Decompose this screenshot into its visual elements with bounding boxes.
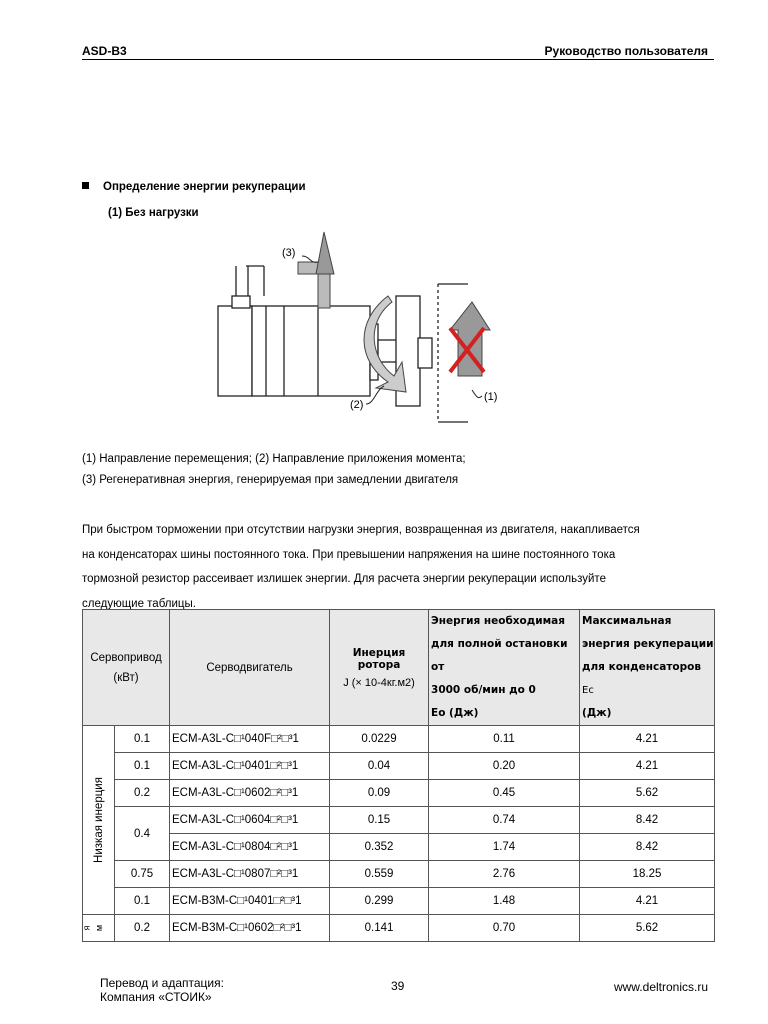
cell-motor: ECM-A3L-C□¹0401□²□³1 xyxy=(170,753,330,780)
cell-inertia: 0.09 xyxy=(330,780,429,807)
cell-ec: 5.62 xyxy=(580,915,715,942)
header-energy-eo xyxy=(429,610,580,726)
table-row xyxy=(83,834,715,861)
cell-kw: 0.4 xyxy=(115,807,170,861)
group-low-inertia-label: Низкая инерция xyxy=(92,777,105,863)
header-inertia-line: Инерция ротора xyxy=(352,646,406,671)
figure-label-3: (3) xyxy=(282,247,296,259)
header-doc-title: ASD-B3 xyxy=(82,44,127,58)
table-row xyxy=(83,915,715,942)
cell-motor: ECM-A3L-C□¹0602□²□³1 xyxy=(170,780,330,807)
group-next-char: я xyxy=(81,925,92,931)
header-max-line: Максимальная xyxy=(582,615,672,627)
cell-motor: ECM-A3L-C□¹0807□²□³1 xyxy=(170,861,330,888)
cell-kw: 0.1 xyxy=(115,726,170,753)
crossed-motion-arrow xyxy=(450,302,490,376)
cell-inertia: 0.04 xyxy=(330,753,429,780)
cell-eo: 2.76 xyxy=(429,861,580,888)
section-title xyxy=(82,181,306,193)
header-max-ec xyxy=(580,610,715,726)
cell-kw: 0.2 xyxy=(115,780,170,807)
header-max-ec-symbol: Ec xyxy=(582,685,594,696)
figure-label-1: (1) xyxy=(484,391,498,403)
cell-kw: 0.2 xyxy=(115,915,170,942)
footer-website: www.deltronics.ru xyxy=(613,980,708,994)
cell-inertia: 0.352 xyxy=(330,834,429,861)
cell-ec: 4.21 xyxy=(580,753,715,780)
footer-translator xyxy=(100,976,224,1004)
cell-ec: 8.42 xyxy=(580,807,715,834)
cell-ec: 4.21 xyxy=(580,726,715,753)
header-energy-line: Eo (Дж) xyxy=(431,707,479,719)
page-number: 39 xyxy=(391,979,405,993)
cell-ec: 8.42 xyxy=(580,834,715,861)
header-inertia xyxy=(330,610,429,726)
header-energy-line: 3000 об/мин до 0 xyxy=(431,684,536,696)
cell-eo: 0.20 xyxy=(429,753,580,780)
header-drive xyxy=(83,610,170,726)
cell-ec: 5.62 xyxy=(580,780,715,807)
cell-eo: 1.74 xyxy=(429,834,580,861)
table-row xyxy=(83,861,715,888)
table-row xyxy=(83,780,715,807)
header-motor: Серводвигатель xyxy=(170,610,330,726)
cell-ec: 4.21 xyxy=(580,888,715,915)
header-drive-line: (кВт) xyxy=(113,671,139,684)
cell-eo: 0.70 xyxy=(429,915,580,942)
cell-eo: 0.11 xyxy=(429,726,580,753)
section-title-text: Определение энергии рекуперации xyxy=(103,181,306,193)
cell-eo: 0.74 xyxy=(429,807,580,834)
square-bullet-icon xyxy=(82,182,89,189)
table-row xyxy=(83,753,715,780)
header-max-line: энергия рекуперации xyxy=(582,638,714,650)
cell-inertia: 0.0229 xyxy=(330,726,429,753)
cell-inertia: 0.15 xyxy=(330,807,429,834)
cell-eo: 0.45 xyxy=(429,780,580,807)
cell-motor: ECM-A3L-C□¹040F□²□³1 xyxy=(170,726,330,753)
caption-line-1: (1) Направление перемещения; (2) Направление приложения момента; xyxy=(82,453,466,465)
table-row xyxy=(83,888,715,915)
flywheel xyxy=(396,284,468,422)
caption-line-2: (3) Регенеративная энергия, генерируемая при замедлении двигателя xyxy=(82,474,459,486)
header-manual-title: Руководство пользователя xyxy=(544,44,708,58)
cell-eo: 1.48 xyxy=(429,888,580,915)
header-inertia-line: J (× 10-4кг.м2) xyxy=(343,676,415,689)
table-row xyxy=(83,726,715,753)
header-energy-line: для полной остановки от xyxy=(431,638,568,673)
cell-motor: ECM-B3M-C□¹0401□²□³1 xyxy=(170,888,330,915)
cell-inertia: 0.141 xyxy=(330,915,429,942)
regeneration-energy-table xyxy=(82,609,715,942)
header-energy-line: Энергия необходимая xyxy=(431,615,566,627)
cell-kw: 0.1 xyxy=(115,888,170,915)
cell-motor: ECM-B3M-C□¹0602□²□³1 xyxy=(170,915,330,942)
footer-translator-line: Компания «СТОИК» xyxy=(100,990,212,1004)
motor-regeneration-figure xyxy=(206,226,506,430)
header-max-text: для конденсаторов xyxy=(582,661,702,673)
table-header-row xyxy=(83,610,715,726)
table-row xyxy=(83,807,715,834)
header-drive-line: Сервопривод xyxy=(90,651,162,664)
paragraph-line: на конденсаторах шины постоянного тока. При превышении напряжения на шине постоянного тока xyxy=(82,548,616,561)
figure-label-2: (2) xyxy=(350,399,364,411)
group-next-label xyxy=(83,915,115,942)
footer-translator-line: Перевод и адаптация: xyxy=(100,976,224,990)
cell-kw: 0.75 xyxy=(115,861,170,888)
cell-kw: 0.1 xyxy=(115,753,170,780)
cell-motor: ECM-A3L-C□¹0604□²□³1 xyxy=(170,807,330,834)
cell-inertia: 0.299 xyxy=(330,888,429,915)
header-max-line: (Дж) xyxy=(582,707,612,719)
header-divider xyxy=(82,59,714,60)
paragraph-line: следующие таблицы. xyxy=(82,597,196,610)
regenerative-energy-arrow xyxy=(298,232,334,308)
cell-motor: ECM-A3L-C□¹0804□²□³1 xyxy=(170,834,330,861)
body-paragraph xyxy=(82,518,722,616)
header-max-line xyxy=(582,656,714,702)
cell-ec: 18.25 xyxy=(580,861,715,888)
paragraph-line: При быстром торможении при отсутствии нагрузки энергия, возвращенная из двигателя, накапливается xyxy=(82,524,640,536)
group-next-char: м xyxy=(94,924,105,932)
group-low-inertia xyxy=(83,726,115,915)
paragraph-line: тормозной резистор рассеивает излишек энергии. Для расчета энергии рекуперации используйте xyxy=(82,573,606,585)
subsection-title: (1) Без нагрузки xyxy=(108,207,199,219)
cell-inertia: 0.559 xyxy=(330,861,429,888)
